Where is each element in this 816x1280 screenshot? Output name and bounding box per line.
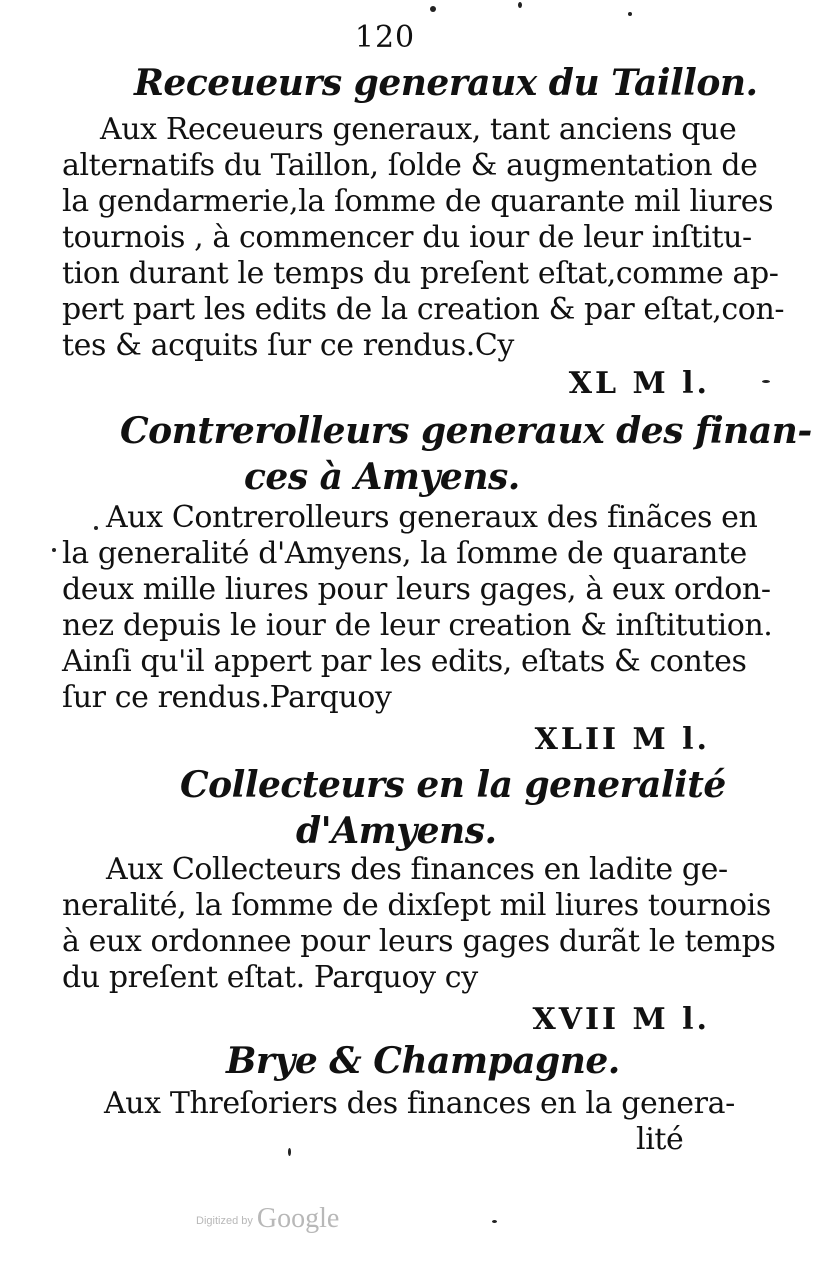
scan-speck bbox=[288, 1148, 291, 1156]
section-heading-contrerolleurs: Contrerolleurs generaux des finan- bbox=[120, 410, 812, 452]
catchword: lité bbox=[636, 1122, 684, 1157]
body-line: tion durant le temps du preſent eſtat,comme ap- bbox=[62, 256, 779, 291]
scan-speck bbox=[430, 6, 436, 12]
body-line: deux mille liures pour leurs gages, à eux ordon- bbox=[62, 572, 771, 607]
body-line: Aux Contrerolleurs generaux des finãces en bbox=[106, 500, 758, 535]
body-line: du preſent eſtat. Parquoy cy bbox=[62, 960, 478, 995]
scan-speck bbox=[518, 2, 522, 8]
page-number: 120 bbox=[354, 20, 416, 55]
body-line: Aux Collecteurs des finances en ladite ge- bbox=[106, 852, 728, 887]
digitized-by-google-watermark bbox=[196, 1203, 339, 1235]
section-heading-collecteurs-cont: d'Amyens. bbox=[296, 810, 497, 852]
body-line: alternatifs du Taillon, ſolde & augmentation de bbox=[62, 148, 758, 183]
scan-speck bbox=[492, 1220, 497, 1223]
body-line: pert part les edits de la creation & par eſtat,con- bbox=[62, 292, 785, 327]
body-line: la generalité d'Amyens, la ſomme de quarante bbox=[62, 536, 747, 571]
scan-speck bbox=[94, 526, 98, 530]
scan-speck bbox=[628, 12, 632, 16]
body-line: neralité, la ſomme de dixſept mil liures tournois bbox=[62, 888, 771, 923]
watermark-prefix: Digitized by bbox=[196, 1215, 253, 1227]
amount-receveurs: XL M l. bbox=[568, 366, 710, 401]
body-line: ſur ce rendus.Parquoy bbox=[62, 680, 392, 715]
scan-speck bbox=[762, 380, 770, 383]
body-line: à eux ordonnee pour leurs gages durãt le temps bbox=[62, 924, 776, 959]
body-line: nez depuis le iour de leur creation & inſtitution. bbox=[62, 608, 773, 643]
body-line: tournois , à commencer du iour de leur inſtitu- bbox=[62, 220, 752, 255]
body-line: tes & acquits ſur ce rendus.Cy bbox=[62, 328, 514, 363]
section-heading-brye-champagne: Brye & Champagne. bbox=[226, 1040, 620, 1082]
scan-speck bbox=[52, 548, 56, 552]
amount-collecteurs: XVII M l. bbox=[532, 1002, 710, 1037]
section-heading-collecteurs: Collecteurs en la generalité bbox=[180, 764, 726, 806]
body-line: Aux Threſoriers des finances en la genera- bbox=[104, 1086, 735, 1121]
section-heading-contrerolleurs-cont: ces à Amyens. bbox=[244, 456, 520, 498]
section-heading-receveurs: Receueurs generaux du Taillon. bbox=[134, 62, 758, 104]
body-line: la gendarmerie,la ſomme de quarante mil liures bbox=[62, 184, 774, 219]
amount-contrerolleurs: XLII M l. bbox=[534, 722, 710, 757]
body-line: Aux Receueurs generaux, tant anciens que bbox=[100, 112, 737, 147]
google-logo: Google bbox=[256, 1203, 340, 1234]
body-line: Ainſi qu'il appert par les edits, eſtats & contes bbox=[62, 644, 747, 679]
